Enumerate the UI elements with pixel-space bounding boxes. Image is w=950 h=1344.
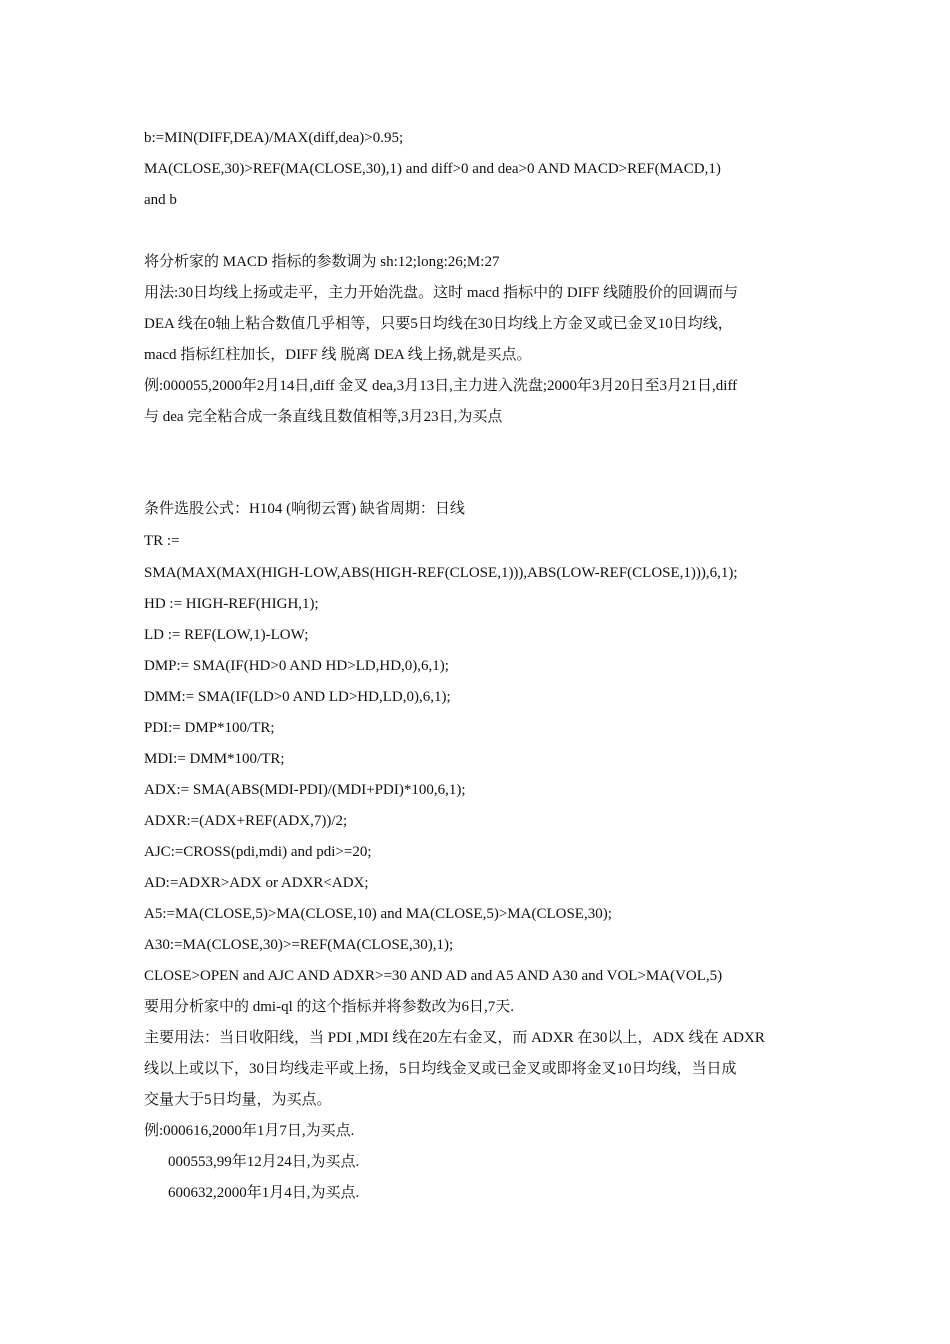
note-line: 线以上或以下，30日均线走平或上扬，5日均线金叉或已金叉或即将金叉10日均线，当日成 xyxy=(144,1061,737,1077)
formula-line: b:=MIN(DIFF,DEA)/MAX(diff,dea)>0.95; xyxy=(144,130,404,146)
note-line: 主要用法：当日收阳线，当 PDI ,MDI 线在20左右金叉，而 ADXR 在30以上，ADX 线在 ADXR xyxy=(144,1030,765,1046)
formula-line: ADXR:=(ADX+REF(ADX,7))/2; xyxy=(144,813,348,829)
section-header: 条件选股公式：H104 (响彻云霄) 缺省周期：日线 xyxy=(144,501,465,517)
formula-line: A5:=MA(CLOSE,5)>MA(CLOSE,10) and MA(CLOSE,5)>MA(CLOSE,30); xyxy=(144,906,612,922)
formula-line: SMA(MAX(MAX(HIGH-LOW,ABS(HIGH-REF(CLOSE,1))),ABS(LOW-REF(CLOSE,1))),6,1); xyxy=(144,565,738,581)
formula-line: TR := xyxy=(144,533,180,549)
note-line: 将分析家的 MACD 指标的参数调为 sh:12;long:26;M:27 xyxy=(144,254,500,270)
formula-line: MDI:= DMM*100/TR; xyxy=(144,751,285,767)
note-line: 用法:30日均线上扬或走平，主力开始洗盘。这时 macd 指标中的 DIFF 线随股价的回调而与 xyxy=(144,285,739,301)
example-line: 600632,2000年1月4日,为买点. xyxy=(168,1185,360,1201)
example-line: 000553,99年12月24日,为买点. xyxy=(168,1154,360,1170)
formula-line: PDI:= DMP*100/TR; xyxy=(144,720,275,736)
formula-line: LD := REF(LOW,1)-LOW; xyxy=(144,627,309,643)
formula-line: HD := HIGH-REF(HIGH,1); xyxy=(144,596,319,612)
formula-line: DMP:= SMA(IF(HD>0 AND HD>LD,HD,0),6,1); xyxy=(144,658,449,674)
note-line: DEA 线在0轴上粘合数值几乎相等，只要5日均线在30日均线上方金叉或已金叉10日均线， xyxy=(144,316,733,332)
formula-line: MA(CLOSE,30)>REF(MA(CLOSE,30),1) and diff>0 and dea>0 AND MACD>REF(MACD,1) xyxy=(144,161,721,177)
note-line: macd 指标红柱加长，DIFF 线 脱离 DEA 线上扬,就是买点。 xyxy=(144,347,532,363)
note-line: 与 dea 完全粘合成一条直线且数值相等,3月23日,为买点 xyxy=(144,409,503,425)
formula-line: AJC:=CROSS(pdi,mdi) and pdi>=20; xyxy=(144,844,372,860)
formula-line: ADX:= SMA(ABS(MDI-PDI)/(MDI+PDI)*100,6,1); xyxy=(144,782,466,798)
formula-line: A30:=MA(CLOSE,30)>=REF(MA(CLOSE,30),1); xyxy=(144,937,454,953)
formula-line: and b xyxy=(144,192,177,208)
note-line: 交量大于5日均量，为买点。 xyxy=(144,1092,332,1108)
formula-line: CLOSE>OPEN and AJC AND ADXR>=30 AND AD and A5 AND A30 and VOL>MA(VOL,5) xyxy=(144,968,723,984)
note-line: 要用分析家中的 dmi-ql 的这个指标并将参数改为6日,7天. xyxy=(144,999,514,1015)
note-line: 例:000616,2000年1月7日,为买点. xyxy=(144,1123,355,1139)
formula-line: DMM:= SMA(IF(LD>0 AND LD>HD,LD,0),6,1); xyxy=(144,689,451,705)
note-line: 例:000055,2000年2月14日,diff 金叉 dea,3月13日,主力进入洗盘;2000年3月20日至3月21日,diff xyxy=(144,378,738,394)
formula-line: AD:=ADXR>ADX or ADXR<ADX; xyxy=(144,875,369,891)
